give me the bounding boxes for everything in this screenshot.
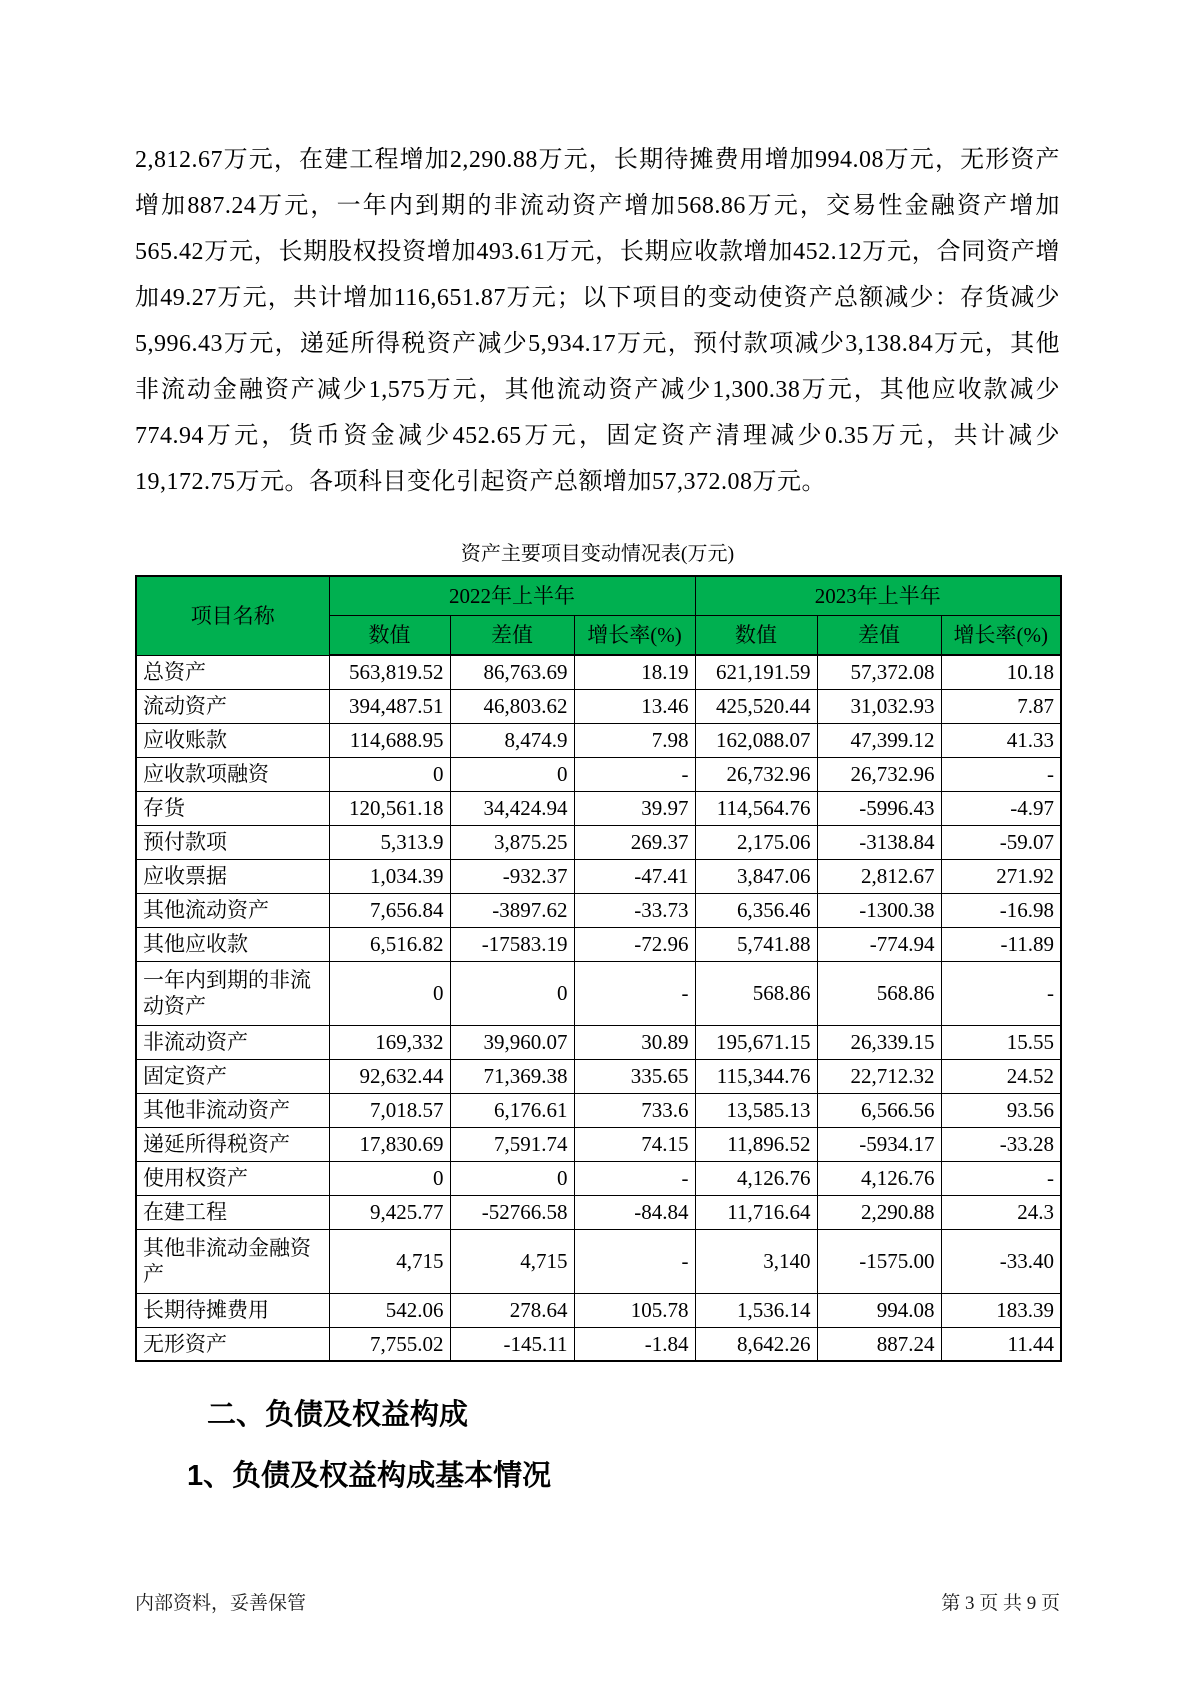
- cell-value: 39.97: [574, 791, 695, 825]
- cell-value: 10.18: [941, 655, 1061, 689]
- section-heading-liabilities: 二、负债及权益构成: [207, 1399, 469, 1431]
- cell-value: 3,875.25: [450, 825, 574, 859]
- row-label: 在建工程: [136, 1195, 329, 1229]
- cell-value: 24.52: [941, 1059, 1061, 1093]
- cell-value: -: [574, 961, 695, 1025]
- row-label: 递延所得税资产: [136, 1127, 329, 1161]
- cell-value: 7,656.84: [329, 893, 450, 927]
- cell-value: 105.78: [574, 1293, 695, 1327]
- cell-value: 269.37: [574, 825, 695, 859]
- row-label: 应收票据: [136, 859, 329, 893]
- cell-value: 0: [450, 961, 574, 1025]
- row-label: 一年内到期的非流动资产: [136, 961, 329, 1025]
- cell-value: 30.89: [574, 1025, 695, 1059]
- cell-value: -33.73: [574, 893, 695, 927]
- cell-value: -145.11: [450, 1327, 574, 1361]
- cell-value: 93.56: [941, 1093, 1061, 1127]
- cell-value: 120,561.18: [329, 791, 450, 825]
- cell-value: 11.44: [941, 1327, 1061, 1361]
- header-group-2022: 2022年上半年: [329, 576, 695, 616]
- cell-value: -: [941, 961, 1061, 1025]
- header-2023-value: 数值: [695, 616, 817, 656]
- cell-value: -33.28: [941, 1127, 1061, 1161]
- subsection-heading-basic-situation: 1、负债及权益构成基本情况: [187, 1459, 552, 1492]
- cell-value: 114,564.76: [695, 791, 817, 825]
- row-label: 应收款项融资: [136, 757, 329, 791]
- cell-value: 4,715: [450, 1229, 574, 1293]
- row-label: 应收账款: [136, 723, 329, 757]
- header-item-name: 项目名称: [136, 576, 329, 655]
- cell-value: -47.41: [574, 859, 695, 893]
- cell-value: 6,176.61: [450, 1093, 574, 1127]
- header-2023-growth: 增长率(%): [941, 616, 1061, 656]
- row-label: 其他非流动金融资产: [136, 1229, 329, 1293]
- cell-value: -3138.84: [817, 825, 941, 859]
- cell-value: 6,356.46: [695, 893, 817, 927]
- row-label: 其他应收款: [136, 927, 329, 961]
- cell-value: 2,812.67: [817, 859, 941, 893]
- table-row: [136, 689, 1061, 723]
- row-label: 预付款项: [136, 825, 329, 859]
- row-label: 其他流动资产: [136, 893, 329, 927]
- cell-value: 4,126.76: [817, 1161, 941, 1195]
- row-label: 流动资产: [136, 689, 329, 723]
- table-row: [136, 1127, 1061, 1161]
- cell-value: -: [574, 1161, 695, 1195]
- cell-value: 0: [329, 961, 450, 1025]
- cell-value: -11.89: [941, 927, 1061, 961]
- cell-value: 3,140: [695, 1229, 817, 1293]
- cell-value: 0: [329, 1161, 450, 1195]
- cell-value: 57,372.08: [817, 655, 941, 689]
- cell-value: 542.06: [329, 1293, 450, 1327]
- cell-value: -17583.19: [450, 927, 574, 961]
- cell-value: 4,715: [329, 1229, 450, 1293]
- cell-value: 8,642.26: [695, 1327, 817, 1361]
- table-header: [136, 576, 1061, 655]
- cell-value: 114,688.95: [329, 723, 450, 757]
- table-row: [136, 1093, 1061, 1127]
- cell-value: 0: [450, 1161, 574, 1195]
- cell-value: 11,716.64: [695, 1195, 817, 1229]
- cell-value: 86,763.69: [450, 655, 574, 689]
- table-row: [136, 859, 1061, 893]
- cell-value: -84.84: [574, 1195, 695, 1229]
- footer-confidential-note: 内部资料，妥善保管: [135, 1593, 307, 1614]
- cell-value: -5996.43: [817, 791, 941, 825]
- cell-value: 0: [329, 757, 450, 791]
- cell-value: 26,339.15: [817, 1025, 941, 1059]
- cell-value: 13.46: [574, 689, 695, 723]
- cell-value: 2,175.06: [695, 825, 817, 859]
- cell-value: -: [941, 1161, 1061, 1195]
- cell-value: 271.92: [941, 859, 1061, 893]
- cell-value: 0: [450, 757, 574, 791]
- cell-value: 195,671.15: [695, 1025, 817, 1059]
- cell-value: -: [941, 757, 1061, 791]
- cell-value: 887.24: [817, 1327, 941, 1361]
- page-content: [135, 0, 1060, 1494]
- cell-value: 41.33: [941, 723, 1061, 757]
- cell-value: 4,126.76: [695, 1161, 817, 1195]
- cell-value: 1,034.39: [329, 859, 450, 893]
- cell-value: 39,960.07: [450, 1025, 574, 1059]
- cell-value: 7.87: [941, 689, 1061, 723]
- row-label: 其他非流动资产: [136, 1093, 329, 1127]
- cell-value: 8,474.9: [450, 723, 574, 757]
- table-row: [136, 825, 1061, 859]
- table-row: [136, 1293, 1061, 1327]
- cell-value: 92,632.44: [329, 1059, 450, 1093]
- footer-page-number: 第 3 页 共 9 页: [941, 1593, 1060, 1614]
- cell-value: 568.86: [695, 961, 817, 1025]
- cell-value: -1300.38: [817, 893, 941, 927]
- cell-value: -59.07: [941, 825, 1061, 859]
- cell-value: 47,399.12: [817, 723, 941, 757]
- cell-value: -: [574, 1229, 695, 1293]
- cell-value: 22,712.32: [817, 1059, 941, 1093]
- table-row: [136, 1195, 1061, 1229]
- cell-value: 1,536.14: [695, 1293, 817, 1327]
- cell-value: -52766.58: [450, 1195, 574, 1229]
- cell-value: 162,088.07: [695, 723, 817, 757]
- cell-value: 17,830.69: [329, 1127, 450, 1161]
- table-row: [136, 927, 1061, 961]
- cell-value: 13,585.13: [695, 1093, 817, 1127]
- table-row: [136, 1161, 1061, 1195]
- header-2022-diff: 差值: [450, 616, 574, 656]
- row-label: 存货: [136, 791, 329, 825]
- cell-value: 6,516.82: [329, 927, 450, 961]
- table-row: [136, 1059, 1061, 1093]
- cell-value: 7,591.74: [450, 1127, 574, 1161]
- cell-value: 2,290.88: [817, 1195, 941, 1229]
- cell-value: 71,369.38: [450, 1059, 574, 1093]
- cell-value: 335.65: [574, 1059, 695, 1093]
- row-label: 长期待摊费用: [136, 1293, 329, 1327]
- cell-value: 621,191.59: [695, 655, 817, 689]
- table-row: [136, 723, 1061, 757]
- table-row: [136, 1025, 1061, 1059]
- cell-value: 3,847.06: [695, 859, 817, 893]
- cell-value: -4.97: [941, 791, 1061, 825]
- cell-value: 183.39: [941, 1293, 1061, 1327]
- cell-value: -5934.17: [817, 1127, 941, 1161]
- header-2023-diff: 差值: [817, 616, 941, 656]
- table-row: [136, 791, 1061, 825]
- cell-value: 5,741.88: [695, 927, 817, 961]
- cell-value: 6,566.56: [817, 1093, 941, 1127]
- cell-value: 15.55: [941, 1025, 1061, 1059]
- cell-value: 5,313.9: [329, 825, 450, 859]
- cell-value: 169,332: [329, 1025, 450, 1059]
- cell-value: 7,755.02: [329, 1327, 450, 1361]
- cell-value: 7.98: [574, 723, 695, 757]
- cell-value: 115,344.76: [695, 1059, 817, 1093]
- row-label: 无形资产: [136, 1327, 329, 1361]
- cell-value: -33.40: [941, 1229, 1061, 1293]
- cell-value: -774.94: [817, 927, 941, 961]
- cell-value: 11,896.52: [695, 1127, 817, 1161]
- table-title: 资产主要项目变动情况表(万元): [460, 543, 735, 565]
- asset-table-body: [136, 655, 1061, 1361]
- row-label: 固定资产: [136, 1059, 329, 1093]
- asset-change-table: [135, 575, 1062, 1362]
- cell-value: 34,424.94: [450, 791, 574, 825]
- table-row: [136, 961, 1061, 1025]
- table-row: [136, 655, 1061, 689]
- header-group-2023: 2023年上半年: [695, 576, 1061, 616]
- cell-value: 9,425.77: [329, 1195, 450, 1229]
- cell-value: -1.84: [574, 1327, 695, 1361]
- table-row: [136, 1229, 1061, 1293]
- cell-value: 31,032.93: [817, 689, 941, 723]
- cell-value: 425,520.44: [695, 689, 817, 723]
- cell-value: 733.6: [574, 1093, 695, 1127]
- cell-value: 568.86: [817, 961, 941, 1025]
- cell-value: 7,018.57: [329, 1093, 450, 1127]
- table-row: [136, 757, 1061, 791]
- cell-value: 74.15: [574, 1127, 695, 1161]
- cell-value: 26,732.96: [817, 757, 941, 791]
- cell-value: -16.98: [941, 893, 1061, 927]
- table-row: [136, 1327, 1061, 1361]
- row-label: 非流动资产: [136, 1025, 329, 1059]
- cell-value: -: [574, 757, 695, 791]
- cell-value: -3897.62: [450, 893, 574, 927]
- cell-value: -932.37: [450, 859, 574, 893]
- cell-value: -72.96: [574, 927, 695, 961]
- row-label: 使用权资产: [136, 1161, 329, 1195]
- table-row: [136, 893, 1061, 927]
- cell-value: -1575.00: [817, 1229, 941, 1293]
- header-2022-growth: 增长率(%): [574, 616, 695, 656]
- header-2022-value: 数值: [329, 616, 450, 656]
- cell-value: 563,819.52: [329, 655, 450, 689]
- cell-value: 394,487.51: [329, 689, 450, 723]
- cell-value: 994.08: [817, 1293, 941, 1327]
- page-footer: [135, 1588, 1060, 1615]
- body-paragraph: 2,812.67万元，在建工程增加2,290.88万元，长期待摊费用增加994.08万元，无形资产增加887.24万元，一年内到期的非流动资产增加568.86万元，交易性金融资产增加565.42万元，长期股权投资增加493.61万元，长期应收款增加452.12万元，合同资产增加49.27万元，共计增加116,651.87万元；以下项目的变动使资产总额减少：存货减少5,996.43万元，递延所得税资产减少5,934.17万元，预付款项减少3,138.84万元，其他非流动金融资产减少1,575万元，其他流动资产减少1,300.38万元，其他应收款减少774.94万元，货币资金减少452.65万元，固定资产清理减少0.35万元，共计减少19,172.75万元。各项科目变化引起资产总额增加57,372.08万元。: [135, 147, 1060, 495]
- cell-value: 26,732.96: [695, 757, 817, 791]
- cell-value: 18.19: [574, 655, 695, 689]
- cell-value: 24.3: [941, 1195, 1061, 1229]
- row-label: 总资产: [136, 655, 329, 689]
- cell-value: 46,803.62: [450, 689, 574, 723]
- cell-value: 278.64: [450, 1293, 574, 1327]
